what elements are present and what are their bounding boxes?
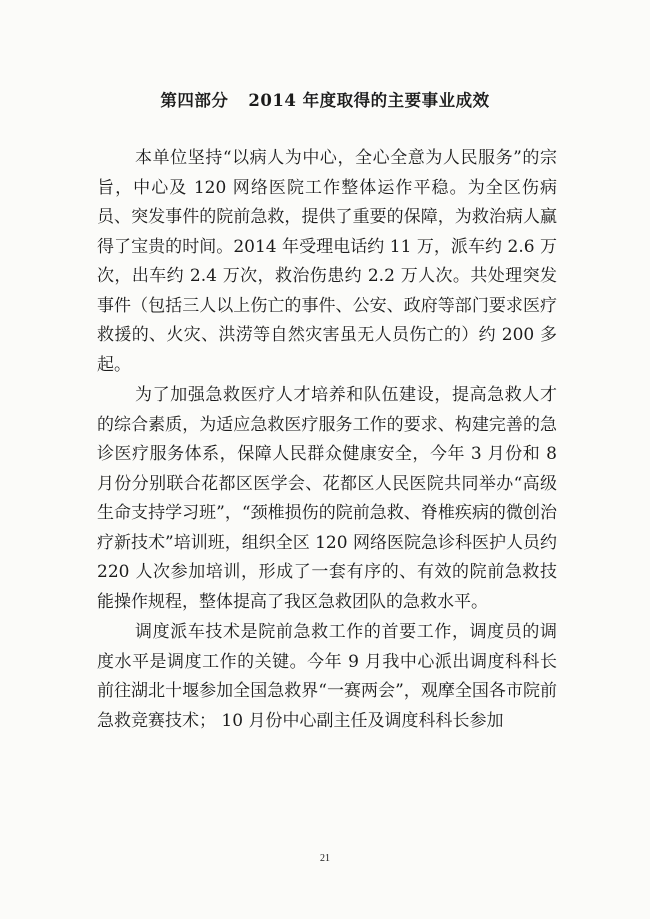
page-number: 21 [320, 853, 330, 864]
section-part-label: 第四部分 [160, 91, 229, 110]
paragraph-3: 调度派车技术是院前急救工作的首要工作，调度员的调度水平是调度工作的关键。今年 9 月我中心派出调度科科长前往湖北十堰参加全国急救界“一赛两会”，观摩全国各市院前急救竞赛技术； 10 月份中心副主任及调度科科长参加 [97, 622, 557, 731]
document-body [97, 144, 557, 736]
paragraph-2: 为了加强急救医疗人才培养和队伍建设，提高急救人才的综合素质，为适应急救医疗服务工作的要求、构建完善的急诊医疗服务体系，保障人民群众健康安全，今年 3 月份和 8 月份分别联合花都区医学会、花都区人民医院共同举办“高级生命支持学习班”，“颈椎损伤的院前急救、脊椎疾病的微创治疗新技术”培训班，组织全区 120 网络医院急诊科医护人员约 220 人次参加培训，形成了一套有序的、有效的院前急救技能操作规程，整体提高了我区急救团队的急救水平。 [97, 385, 557, 612]
section-title-text: 2014 年度取得的主要事业成效 [248, 91, 490, 110]
paragraph-1: 本单位坚持“以病人为中心，全心全意为人民服务”的宗旨，中心及 120 网络医院工作整体运作平稳。为全区伤病员、突发事件的院前急救，提供了重要的保障，为救治病人赢得了宝贵的时间。2014 年受理电话约 11 万，派车约 2.6 万次，出车约 2.4 万次，救治伤患约 2.2 万人次。共处理突发事件（包括三人以上伤亡的事件、公安、政府等部门要求医疗救援的、火灾、洪涝等自然灾害虽无人员伤亡的）约 200 多起。 [97, 148, 557, 375]
section-title [0, 87, 650, 111]
